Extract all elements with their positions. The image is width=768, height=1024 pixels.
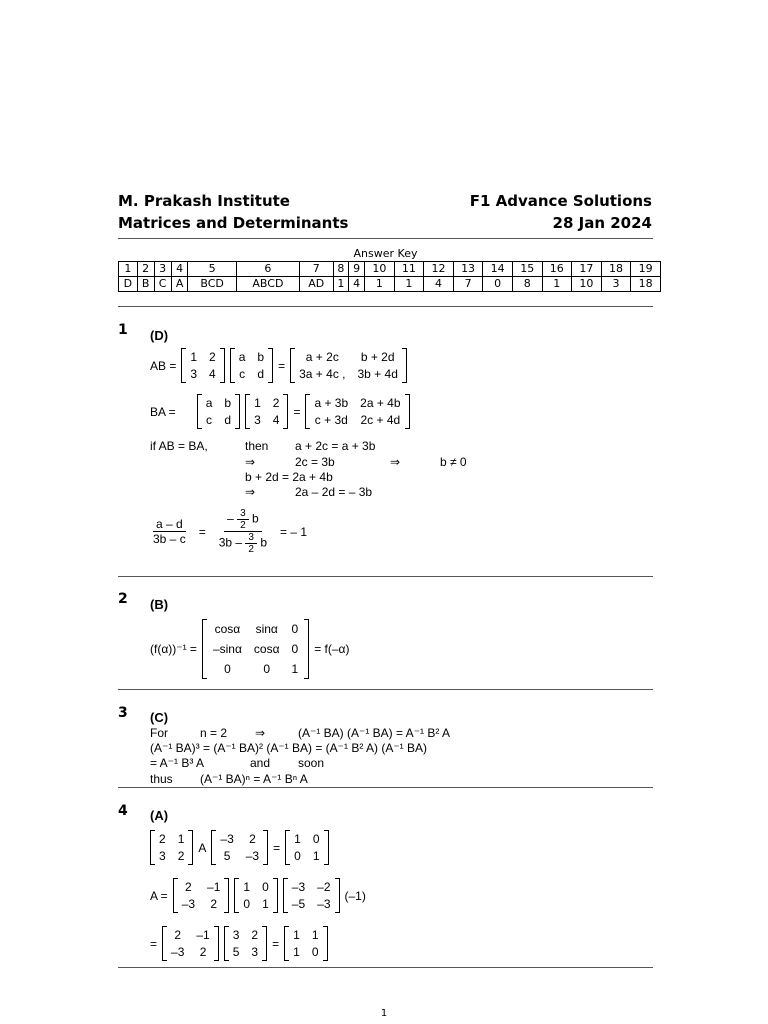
answer-key-answer-cell: ABCD <box>236 277 299 292</box>
implies-symbol: ⇒ <box>255 726 266 740</box>
answer-key-question-cell: 18 <box>601 262 631 277</box>
matrix <box>197 394 240 429</box>
step-text: (A⁻¹ BA)³ = (A⁻¹ BA)² (A⁻¹ BA) = (A⁻¹ B² A) (A⁻¹ BA) <box>150 741 428 755</box>
matrix-entry: –1 <box>207 880 221 894</box>
fraction-denominator: 3b – $\frac{3}{2}$ b <box>218 532 268 555</box>
matrix-entry: –3 <box>181 897 196 911</box>
matrix <box>283 878 340 913</box>
matrix <box>173 878 230 913</box>
answer-key-question-cell: 17 <box>572 262 602 277</box>
fraction <box>216 508 270 555</box>
answer-key-answer-cell: 18 <box>631 277 661 292</box>
implies-symbol: ⇒ <box>390 455 401 469</box>
matrix-entry: 1 <box>177 832 185 846</box>
matrix-entry: a + 2c <box>305 350 339 364</box>
answer-key-answer-cell: AD <box>300 277 334 292</box>
matrix-entry: –3 <box>291 880 306 894</box>
solution-divider <box>118 967 653 968</box>
scalar-factor: (–1) <box>344 888 366 903</box>
matrix-entry: cosα <box>253 642 280 656</box>
answer-key-question-cell: 1 <box>119 262 138 277</box>
matrix-entry: –3 <box>220 832 234 846</box>
matrix-entry: a + 3b <box>314 396 349 410</box>
step-text: n = 2 <box>200 726 228 740</box>
answer-key-answer-cell: BCD <box>188 277 236 292</box>
matrix-entry: 2a + 4b <box>360 396 401 410</box>
step-text: = A⁻¹ B³ A <box>150 756 205 770</box>
answer-key-answer-cell: 8 <box>512 277 542 292</box>
matrix-entry: 2 <box>185 880 192 894</box>
answer-key-question-cell: 4 <box>171 262 188 277</box>
page-number: 1 <box>380 1008 388 1019</box>
solution-answer: (B) <box>150 597 169 612</box>
answer-key-question-cell: 6 <box>236 262 299 277</box>
answer-key-question-cell: 8 <box>333 262 349 277</box>
matrix-entry: 0 <box>311 945 319 959</box>
matrix <box>290 348 407 383</box>
equals-sign: = <box>272 936 280 951</box>
equation-rhs: = f(–α) <box>314 642 350 656</box>
step-text: if AB = BA, <box>150 439 208 453</box>
matrix-entry: 0 <box>294 849 301 863</box>
answer-key-question-cell: 13 <box>453 262 483 277</box>
answer-key-answer-cell: C <box>154 277 171 292</box>
matrix-entry: 2 <box>199 945 207 959</box>
answer-key-answer-cell: 10 <box>572 277 602 292</box>
answer-key-question-cell: 9 <box>349 262 365 277</box>
matrix-entry: 3b + 4d <box>357 367 398 381</box>
header-divider <box>118 238 653 239</box>
step-text: For <box>150 726 168 740</box>
answer-key-question-cell: 3 <box>154 262 171 277</box>
step-text: b + 2d = 2a + 4b <box>245 470 333 484</box>
matrix-entry: 2c + 4d <box>360 413 401 427</box>
question-number: 2 <box>118 591 128 607</box>
matrix-entry: 3 <box>254 413 261 427</box>
equation-lhs: (f(α))⁻¹ = <box>150 642 197 656</box>
matrix-entry: 3 <box>232 928 240 942</box>
matrix-entry: –3 <box>317 897 331 911</box>
step-text: thus <box>150 772 173 786</box>
implies-symbol: ⇒ <box>245 455 256 469</box>
matrix-entry: 2 <box>251 928 259 942</box>
matrix-entry: 1 <box>291 662 299 676</box>
answer-key-answer-cell: 1 <box>333 277 349 292</box>
answer-key-question-cell: 5 <box>188 262 236 277</box>
answer-key-question-cell: 19 <box>631 262 661 277</box>
solution-answer: (D) <box>150 328 169 343</box>
step-text: and <box>250 756 271 770</box>
matrix-entry: 1 <box>254 396 261 410</box>
answer-key-answer-row <box>119 277 661 292</box>
implies-symbol: ⇒ <box>245 485 256 499</box>
a-equation <box>150 878 366 913</box>
exam-date: 28 Jan 2024 <box>552 214 652 232</box>
question-number: 3 <box>118 705 128 721</box>
fraction-numerator: – $\frac{3}{2}$ b <box>224 508 262 532</box>
matrix-entry: 1 <box>190 350 198 364</box>
step-text: soon <box>298 756 325 770</box>
answer-key-question-cell: 7 <box>300 262 334 277</box>
matrix-entry: –3 <box>171 945 185 959</box>
matrix-entry: 4 <box>209 367 216 381</box>
matrix <box>285 830 328 865</box>
answer-key-question-cell: 15 <box>512 262 542 277</box>
matrix-entry: 5 <box>232 945 240 959</box>
solution-divider <box>118 787 653 788</box>
equals-sign: = <box>293 404 301 419</box>
matrix <box>181 348 224 383</box>
matrix-entry: 0 <box>263 662 271 676</box>
matrix-entry: c + 3d <box>314 413 348 427</box>
matrix-entry: 1 <box>294 832 301 846</box>
series-title: F1 Advance Solutions <box>469 192 652 210</box>
answer-key-question-cell: 2 <box>137 262 154 277</box>
matrix-entry: 3a + 4c , <box>299 367 346 381</box>
answer-key-question-cell: 10 <box>365 262 395 277</box>
matrix-entry: 2 <box>159 832 166 846</box>
matrix-entry: 3 <box>159 849 166 863</box>
step-text: (A⁻¹ BA) (A⁻¹ BA) = A⁻¹ B² A <box>298 726 451 740</box>
solution-divider <box>118 689 653 690</box>
matrix-entry: –sinα <box>212 642 242 656</box>
answer-key-answer-cell: 1 <box>394 277 424 292</box>
equals-sign: = <box>273 840 281 855</box>
step-text: 2a – 2d = – 3b <box>295 485 373 499</box>
equals-sign: = <box>150 936 158 951</box>
matrix-entry: 0 <box>291 642 299 656</box>
document-header <box>118 190 652 234</box>
answer-key-answer-cell: 1 <box>542 277 572 292</box>
matrix-entry: 5 <box>223 849 231 863</box>
answer-key-question-cell: 14 <box>483 262 513 277</box>
matrix-entry: b + 2d <box>360 350 395 364</box>
step-text: 2c = 3b <box>295 455 335 469</box>
result-value: = – 1 <box>280 524 308 539</box>
institute-name: M. Prakash Institute <box>118 192 290 210</box>
step-text: then <box>245 439 269 453</box>
matrix-entry: 1 <box>311 928 319 942</box>
matrix-entry: 2 <box>174 928 182 942</box>
step-text: (A⁻¹ BA)ⁿ = A⁻¹ Bⁿ A <box>200 772 308 786</box>
matrix <box>245 394 288 429</box>
matrix-entry: d <box>257 367 265 381</box>
matrix <box>150 830 193 865</box>
answer-key-answer-cell: 1 <box>365 277 395 292</box>
answer-key-answer-cell: 4 <box>349 277 365 292</box>
matrix-entry: c <box>239 367 246 381</box>
fraction-numerator: a – d <box>153 517 186 532</box>
result-equation <box>150 926 328 961</box>
matrix <box>230 348 273 383</box>
matrix-entry: 1 <box>262 897 269 911</box>
matrix <box>305 394 409 429</box>
answer-key-answer-cell: 0 <box>483 277 513 292</box>
solution-answer: (A) <box>150 808 169 823</box>
answer-key-question-cell: 11 <box>394 262 424 277</box>
matrix-entry: c <box>206 413 213 427</box>
answer-key-answer-cell: D <box>119 277 138 292</box>
solution-answer: (C) <box>150 710 169 725</box>
matrix-entry: 1 <box>293 928 300 942</box>
matrix-entry: 2 <box>209 350 216 364</box>
matrix <box>202 619 309 679</box>
matrix-entry: 3 <box>251 945 259 959</box>
question-number: 4 <box>118 803 128 819</box>
matrix-entry: 0 <box>312 832 320 846</box>
fraction <box>150 517 189 546</box>
matrix-entry: –5 <box>291 897 306 911</box>
matrix-entry: 1 <box>312 849 320 863</box>
subject-title: Matrices and Determinants <box>118 214 349 232</box>
answer-key-table <box>118 261 661 292</box>
matrix-entry: a <box>205 396 213 410</box>
matrix-entry: 1 <box>243 880 251 894</box>
matrix-entry: –3 <box>245 849 260 863</box>
step-text: b ≠ 0 <box>440 455 467 469</box>
equation-lhs: A = <box>150 888 168 903</box>
answer-key-answer-cell: B <box>137 277 154 292</box>
answer-key-answer-cell: 4 <box>424 277 454 292</box>
matrix-entry: 2 <box>272 396 280 410</box>
answer-key-answer-cell: 3 <box>601 277 631 292</box>
given-equation <box>150 830 329 865</box>
ba-label: BA = <box>150 404 176 419</box>
ba-equation <box>150 394 410 429</box>
solution-divider <box>118 576 653 577</box>
matrix-entry: b <box>224 396 232 410</box>
matrix-entry: sinα <box>255 622 278 636</box>
matrix-entry: –1 <box>196 928 210 942</box>
question-number: 1 <box>118 322 128 338</box>
answer-key-title: Answer Key <box>353 247 418 260</box>
matrix-entry: 0 <box>243 897 251 911</box>
matrix-entry: d <box>224 413 232 427</box>
matrix <box>224 926 267 961</box>
equals-sign: = <box>278 358 286 373</box>
matrix-entry: 0 <box>291 622 299 636</box>
answer-key-answer-cell: A <box>171 277 188 292</box>
matrix-entry: cosα <box>214 622 241 636</box>
matrix-entry: –2 <box>317 880 331 894</box>
matrix-entry: 2 <box>249 832 256 846</box>
answer-key-question-cell: 12 <box>424 262 454 277</box>
answer-key-answer-cell: 7 <box>453 277 483 292</box>
matrix <box>234 878 277 913</box>
matrix-a-label: A <box>198 840 207 855</box>
matrix <box>162 926 219 961</box>
matrix-entry: 3 <box>190 367 198 381</box>
matrix-entry: 1 <box>293 945 300 959</box>
fraction-denominator: 3b – c <box>153 532 186 546</box>
matrix-entry: 0 <box>224 662 231 676</box>
ab-equation <box>150 348 407 383</box>
fraction-result: $\frac{a - d}{3b - c}$ = – $\frac{3}{2}$ b 3b – $\frac{3}{2}$ b = – 1 <box>150 508 307 555</box>
inverse-equation <box>150 619 349 679</box>
matrix <box>211 830 268 865</box>
answer-key-divider <box>118 306 653 307</box>
ab-label: AB = <box>150 358 177 373</box>
step-text: a + 2c = a + 3b <box>295 439 376 453</box>
answer-key-question-row <box>119 262 661 277</box>
matrix <box>284 926 327 961</box>
answer-key-question-cell: 16 <box>542 262 572 277</box>
matrix-entry: b <box>257 350 265 364</box>
matrix-entry: 4 <box>272 413 280 427</box>
matrix-entry: 2 <box>210 897 218 911</box>
matrix-entry: 0 <box>262 880 269 894</box>
matrix-entry: a <box>238 350 246 364</box>
matrix-entry: 2 <box>177 849 185 863</box>
